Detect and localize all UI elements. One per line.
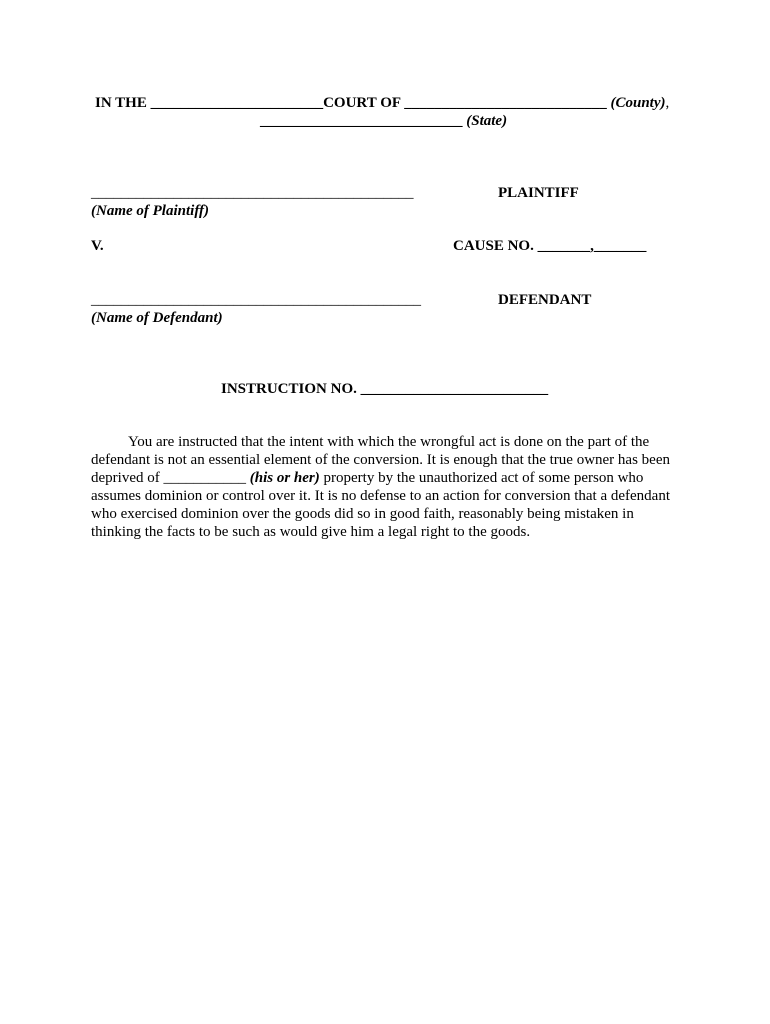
plaintiff-label: PLAINTIFF <box>498 185 579 201</box>
body-line-3-pre: deprived of ___________ <box>91 470 250 486</box>
body-line-5: who exercised dominion over the goods did so in good faith, reasonably being mistaken in <box>91 506 634 522</box>
body-line-1: You are instructed that the intent with which the wrongful act is done on the part of the <box>91 434 650 450</box>
defendant-caption: (Name of Defendant) <box>91 310 223 326</box>
pronoun-emphasis: (his or her) <box>249 470 320 486</box>
body-line-3 <box>91 469 691 487</box>
body-line-2: defendant is not an essential element of the conversion. It is enough that the true owner has been <box>91 452 670 468</box>
plaintiff-name-blank: ___________________________________________ <box>91 185 414 201</box>
body-line-4: assumes dominion or control over it. It is no defense to an action for conversion that a defendant <box>91 488 671 504</box>
body-line-6: thinking the facts to be such as would give him a legal right to the goods. <box>91 524 531 540</box>
defendant-label: DEFENDANT <box>498 292 592 308</box>
state-blank: ___________________________ <box>260 113 467 129</box>
county-comma: , <box>665 95 670 111</box>
versus-label: V. <box>91 238 104 254</box>
instruction-body-paragraph <box>91 433 691 541</box>
court-prefix-text: IN THE _______________________COURT OF ___________________________ <box>95 95 611 111</box>
court-caption-line <box>95 94 669 112</box>
state-label: (State) <box>466 113 508 129</box>
body-line-3-post: property by the unauthorized act of some person who <box>319 470 644 486</box>
cause-number-line: CAUSE NO. _______,_______ <box>453 238 647 254</box>
instruction-number-line: INSTRUCTION NO. _________________________ <box>221 381 549 397</box>
plaintiff-caption: (Name of Plaintiff) <box>91 203 210 219</box>
county-label: (County) <box>610 95 666 111</box>
defendant-name-blank: ____________________________________________ <box>91 292 421 308</box>
state-caption-line <box>260 112 507 130</box>
